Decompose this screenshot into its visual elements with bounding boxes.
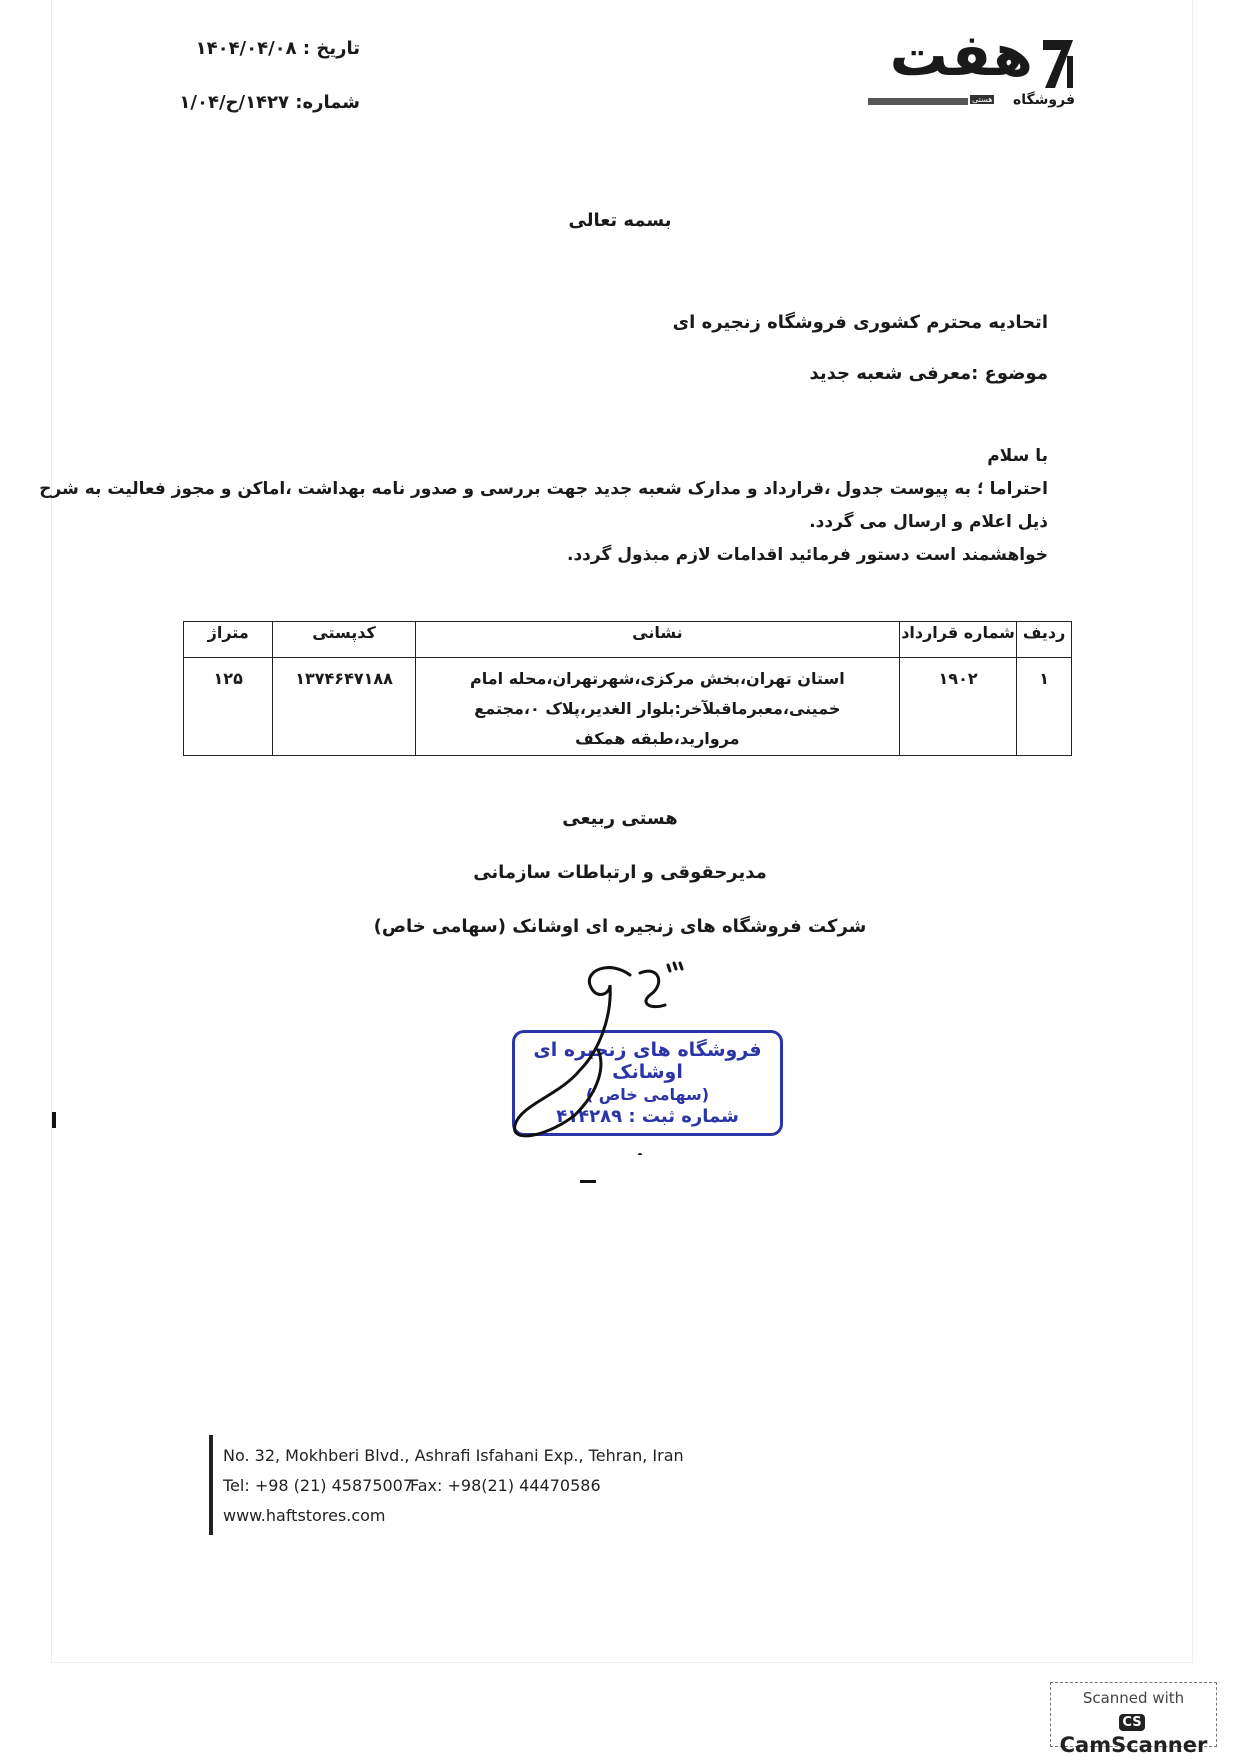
cell-row-number: ۱ [1017, 658, 1072, 756]
signer-title: مدیرحقوقی و ارتباطات سازمانی [473, 862, 767, 883]
footer-website: www.haftstores.com [223, 1506, 386, 1525]
col-header-area: متراژ [184, 622, 273, 658]
cell-postal-code: ۱۳۷۴۶۴۷۱۸۸ [273, 658, 415, 756]
cell-area: ۱۲۵ [184, 658, 273, 756]
subject-line: موضوع :معرفی شعبه جدید [809, 363, 1048, 384]
logo-seven-icon [1041, 38, 1075, 90]
cell-address [415, 658, 899, 756]
camscanner-icon: CS [1119, 1714, 1144, 1731]
address-line-1: استان تهران،بخش مرکزی،شهرتهران،محله امام [470, 669, 845, 688]
recipient-line: اتحادیه محترم کشوری فروشگاه زنجیره ای [672, 312, 1048, 333]
watermark-line-2-wrapper [1051, 1709, 1216, 1757]
handwritten-signature [490, 955, 760, 1155]
footer-address: No. 32, Mokhberi Blvd., Ashrafi Isfahani Exp., Tehran, Iran [223, 1446, 684, 1465]
body-paragraph-2: خواهشمند است دستور فرمائید اقدامات لازم مبذول گردد. [566, 545, 1048, 565]
cell-contract: ۱۹۰۲ [899, 658, 1016, 756]
stamp-line-3: شماره ثبت : ۴۱۴۲۸۹ [556, 1106, 739, 1127]
stamp-line-2: (سهامی خاص ) [585, 1085, 710, 1104]
footer-tel: Tel: +98 (21) 45875007 [223, 1476, 414, 1495]
logo-underline [868, 98, 968, 105]
letter-date: تاریخ : ۱۴۰۴/۰۴/۰۸ [195, 38, 360, 59]
footer-fax: Fax: +98(21) 44470586 [410, 1476, 601, 1495]
scan-mark [52, 1112, 56, 1128]
footer-rule [209, 1435, 213, 1535]
watermark-line-1: Scanned with [1082, 1689, 1185, 1707]
logo-subtitle: فروشگاه [1012, 92, 1075, 108]
stamp-line-1: فروشگاه های زنجیره ای اوشانک [533, 1039, 762, 1083]
company-name: شرکت فروشگاه های زنجیره ای اوشانک (سهامی خاص) [373, 916, 867, 937]
signer-name: هستی ربیعی [562, 808, 678, 829]
col-header-postal-code: کدپستی [273, 622, 415, 658]
letter-number: شماره: ۱۴۲۷/ح/۱/۰۴ [179, 92, 360, 113]
table-row [184, 658, 1072, 756]
greeting-line: با سلام [987, 446, 1048, 466]
logo-wordmark: هفت [889, 21, 1033, 89]
logo-tag: هستی [972, 95, 993, 104]
col-header-address: نشانی [415, 622, 899, 658]
company-logo [865, 21, 1075, 112]
body-paragraph-1a: احتراما ؛ به پیوست جدول ،قرارداد و مدارک شعبه جدید جهت بررسی و صدور نامه بهداشت ،اماکن و مجوز فعالیت به شرح [39, 479, 1048, 499]
col-header-row-number: ردیف [1017, 622, 1072, 658]
branch-table [183, 621, 1072, 756]
body-paragraph-1b: ذیل اعلام و ارسال می گردد. [809, 512, 1048, 532]
table-header-row [184, 622, 1072, 658]
watermark-line-2: CamScanner [1059, 1733, 1208, 1757]
camscanner-watermark [1050, 1682, 1217, 1757]
address-line-2: خمینی،معبرماقبلآخر:بلوار الغدیر،پلاک ۰،مجتمع مروارید،طبقه همکف [474, 699, 841, 748]
signature-dash [580, 1180, 596, 1183]
bismillah-heading: بسمه تعالی [568, 210, 672, 231]
letter-page [39, 0, 1192, 1662]
col-header-contract: شماره قرارداد [899, 622, 1016, 658]
